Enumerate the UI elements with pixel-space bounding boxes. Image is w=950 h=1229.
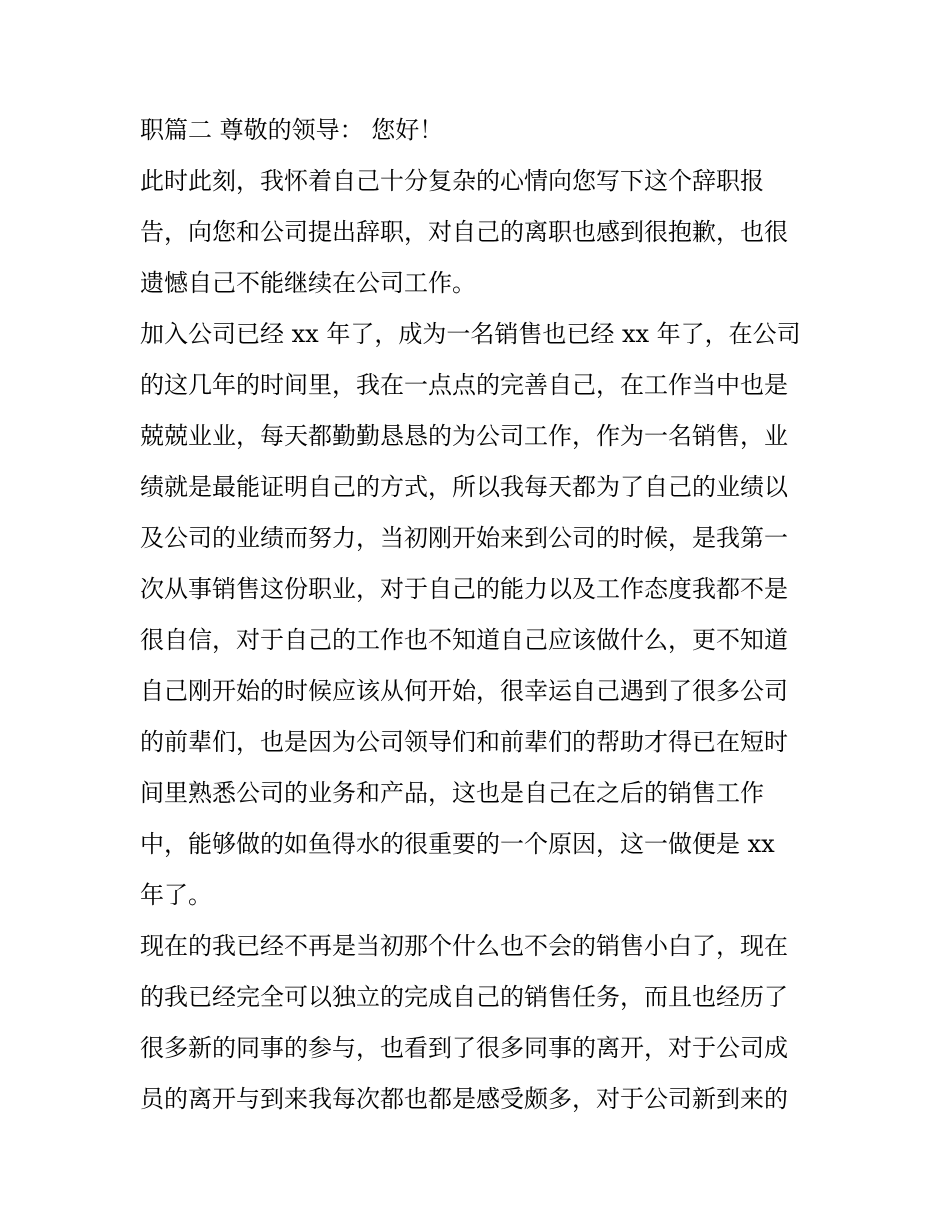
text-line: 间里熟悉公司的业务和产品，这也是自己在之后的销售工作 [140, 779, 764, 807]
text-line: 现在的我已经不再是当初那个什么也不会的销售小白了，现在 [140, 932, 788, 960]
text-line: 次从事销售这份职业，对于自己的能力以及工作态度我都不是 [140, 575, 788, 603]
text-line: 兢兢业业，每天都勤勤恳恳的为公司工作，作为一名销售，业 [140, 422, 788, 450]
text-line: 绩就是最能证明自己的方式，所以我每天都为了自己的业绩以 [140, 473, 788, 501]
text-line: 告，向您和公司提出辞职，对自己的离职也感到很抱歉，也很 [140, 218, 788, 246]
text-line: 加入公司已经 xx 年了，成为一名销售也已经 xx 年了，在公司 [140, 320, 801, 348]
text-line: 自己刚开始的时候应该从何开始，很幸运自己遇到了很多公司 [140, 677, 788, 705]
text-line: 很自信，对于自己的工作也不知道自己应该做什么，更不知道 [140, 626, 788, 654]
text-line: 很多新的同事的参与，也看到了很多同事的离开，对于公司成 [140, 1034, 788, 1062]
text-line: 的前辈们，也是因为公司领导们和前辈们的帮助才得已在短时 [140, 728, 788, 756]
text-line: 此时此刻，我怀着自己十分复杂的心情向您写下这个辞职报 [140, 167, 764, 195]
text-line: 的这几年的时间里，我在一点点的完善自己，在工作当中也是 [140, 371, 788, 399]
text-line: 中，能够做的如鱼得水的很重要的一个原因，这一做便是 xx [140, 830, 775, 858]
text-line: 年了。 [140, 881, 212, 909]
text-line: 的我已经完全可以独立的完成自己的销售任务，而且也经历了 [140, 983, 788, 1011]
text-line: 职篇二 尊敬的领导： 您好！ [140, 116, 444, 144]
text-line: 及公司的业绩而努力，当初刚开始来到公司的时候，是我第一 [140, 524, 788, 552]
text-line: 员的离开与到来我每次都也都是感受颇多，对于公司新到来的 [140, 1085, 788, 1113]
text-line: 遗憾自己不能继续在公司工作。 [140, 269, 476, 297]
